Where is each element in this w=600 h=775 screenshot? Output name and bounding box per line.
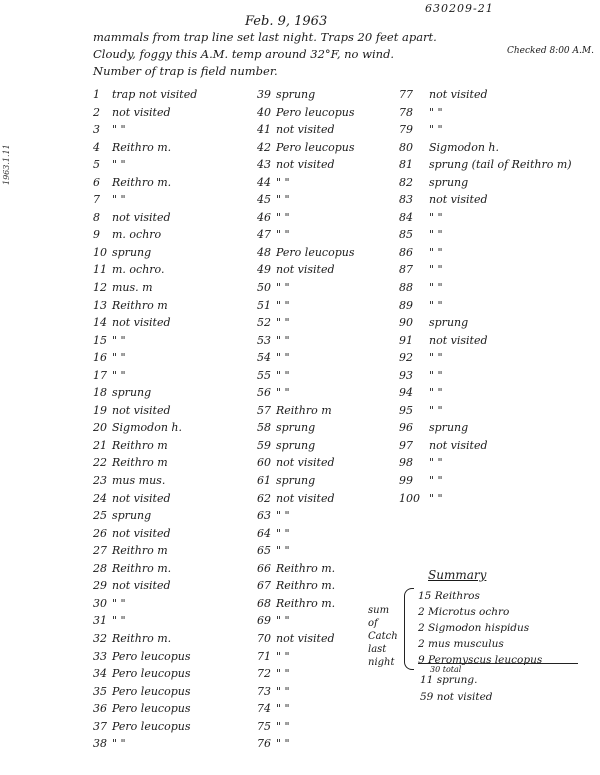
summary-divider — [418, 663, 578, 664]
catch-total: 30 total — [430, 665, 462, 674]
header-line-1: mammals from trap line set last night. Traps 20 feet apart. — [93, 30, 437, 44]
trap-number: 11 — [93, 263, 107, 277]
trap-result: " " — [429, 368, 443, 382]
trap-number: 56 — [257, 386, 271, 400]
trap-result: sprung — [112, 245, 152, 259]
trap-result: Reithro m. — [112, 631, 172, 645]
trap-result: " " — [276, 175, 290, 189]
trap-number: 49 — [257, 263, 271, 277]
trap-number: 15 — [93, 333, 107, 347]
trap-result: " " — [429, 491, 443, 505]
trap-number: 65 — [257, 544, 271, 558]
trap-result: sprung — [276, 421, 316, 435]
trap-result: " " — [276, 193, 290, 207]
trap-result: " " — [276, 702, 290, 716]
trap-number: 35 — [93, 684, 107, 698]
trap-number: 51 — [257, 298, 271, 312]
trap-number: 67 — [257, 579, 271, 593]
trap-result: m. ochro. — [112, 263, 165, 277]
trap-number: 55 — [257, 368, 271, 382]
trap-result: not visited — [276, 123, 335, 137]
trap-result: sprung — [276, 88, 316, 101]
trap-result: " " — [276, 333, 290, 347]
trap-number: 59 — [257, 438, 271, 452]
trap-number: 33 — [93, 649, 107, 663]
trap-number: 43 — [257, 158, 271, 172]
trap-number: 60 — [257, 456, 271, 470]
trap-number: 83 — [399, 193, 413, 207]
trap-result: not visited — [112, 210, 171, 224]
trap-number: 16 — [93, 351, 107, 365]
catch-summary-item: 15 Reithros — [418, 590, 480, 602]
trap-result: Sigmodon h. — [429, 140, 499, 154]
trap-result: " " — [276, 509, 290, 523]
trap-result: " " — [276, 737, 290, 751]
trap-result: sprung — [429, 421, 469, 435]
trap-result: " " — [276, 544, 290, 558]
trap-result: sprung — [429, 175, 469, 189]
trap-number: 86 — [399, 245, 413, 259]
sum-label-line: sum — [368, 605, 390, 616]
trap-result: Reithro m — [276, 403, 332, 417]
trap-result: Pero leucopus — [112, 719, 191, 733]
summary-title: Summary — [428, 568, 487, 582]
trap-number: 23 — [93, 474, 107, 488]
trap-number: 85 — [399, 228, 413, 242]
trap-result: Reithro m. — [112, 140, 172, 154]
trap-result: mus mus. — [112, 474, 166, 488]
trap-number: 27 — [93, 544, 107, 558]
trap-number: 84 — [399, 210, 413, 224]
trap-number: 1 — [93, 88, 100, 101]
catch-summary-item: 2 Sigmodon hispidus — [418, 622, 530, 634]
trap-number: 63 — [257, 509, 271, 523]
trap-number: 62 — [257, 491, 271, 505]
trap-result: " " — [276, 281, 290, 295]
trap-number: 77 — [399, 88, 413, 101]
trap-number: 29 — [93, 579, 107, 593]
trap-number: 14 — [93, 316, 107, 330]
trap-number: 26 — [93, 526, 107, 540]
trap-result: Reithro m. — [276, 561, 336, 575]
trap-result: " " — [429, 123, 443, 137]
trap-result: Pero leucopus — [112, 702, 191, 716]
trap-result: not visited — [276, 456, 335, 470]
trap-number: 72 — [257, 667, 271, 681]
catch-summary-item: 2 mus musculus — [418, 638, 504, 650]
sum-label-line: Catch — [368, 631, 398, 642]
trap-number: 10 — [93, 245, 107, 259]
trap-number: 91 — [399, 333, 413, 347]
trap-result: " " — [429, 105, 443, 119]
trap-number: 57 — [257, 403, 271, 417]
trap-result: Sigmodon h. — [112, 421, 182, 435]
trap-number: 22 — [93, 456, 107, 470]
header-line-3: Number of trap is field number. — [93, 64, 278, 78]
trap-number: 2 — [93, 105, 100, 119]
trap-number: 68 — [257, 596, 271, 610]
trap-result: Reithro m. — [112, 175, 172, 189]
trap-number: 17 — [93, 368, 107, 382]
trap-number: 24 — [93, 491, 107, 505]
trap-number: 96 — [399, 421, 413, 435]
trap-number: 79 — [399, 123, 413, 137]
trap-result: Pero leucopus — [112, 649, 191, 663]
trap-result: not visited — [429, 193, 488, 207]
trap-result: " " — [429, 386, 443, 400]
trap-number: 32 — [93, 631, 107, 645]
trap-result: Pero leucopus — [276, 105, 355, 119]
trap-result: " " — [429, 298, 443, 312]
trap-result: sprung — [276, 438, 316, 452]
trap-result: not visited — [276, 158, 335, 172]
trap-number: 54 — [257, 351, 271, 365]
trap-number: 34 — [93, 667, 107, 681]
trap-result: m. ochro — [112, 228, 162, 242]
trap-number: 19 — [93, 403, 107, 417]
entry-date: Feb. 9, 1963 — [245, 14, 328, 29]
trap-number: 71 — [257, 649, 271, 663]
trap-number: 18 — [93, 386, 107, 400]
trap-number: 78 — [399, 105, 413, 119]
trap-result: mus. m — [112, 281, 153, 295]
trap-result: " " — [276, 684, 290, 698]
trap-result: " " — [276, 614, 290, 628]
trap-result: " " — [276, 368, 290, 382]
trap-result: " " — [276, 649, 290, 663]
trap-result: " " — [112, 737, 126, 751]
trap-number: 25 — [93, 509, 107, 523]
trap-result: " " — [112, 123, 126, 137]
trap-number: 80 — [399, 140, 413, 154]
trap-result: " " — [112, 368, 126, 382]
trap-result: not visited — [112, 491, 171, 505]
trap-number: 28 — [93, 561, 107, 575]
trap-result: " " — [276, 386, 290, 400]
trap-result: " " — [112, 193, 126, 207]
trap-number: 64 — [257, 526, 271, 540]
trap-number: 3 — [93, 123, 100, 137]
sum-of-catch-label — [368, 604, 398, 669]
trap-number: 61 — [257, 474, 271, 488]
trap-number: 52 — [257, 316, 271, 330]
trap-result: Reithro m — [112, 456, 168, 470]
trap-result: " " — [276, 298, 290, 312]
trap-number: 40 — [257, 105, 271, 119]
trap-number: 73 — [257, 684, 271, 698]
trap-number: 6 — [93, 175, 100, 189]
trap-number: 76 — [257, 737, 271, 751]
trap-number: 69 — [257, 614, 271, 628]
trap-number: 30 — [93, 596, 107, 610]
trap-result: " " — [429, 210, 443, 224]
trap-result: " " — [112, 351, 126, 365]
side-annotation: 1963.1.11 — [2, 144, 11, 185]
summary-brace — [404, 588, 414, 670]
trap-number: 66 — [257, 561, 271, 575]
trap-result: not visited — [429, 333, 488, 347]
trap-number: 12 — [93, 281, 107, 295]
trap-result: Reithro m. — [276, 579, 336, 593]
trap-result: sprung — [276, 474, 316, 488]
trap-number: 21 — [93, 438, 107, 452]
trap-number: 37 — [93, 719, 107, 733]
trap-number: 90 — [399, 316, 413, 330]
trap-number: 74 — [257, 702, 271, 716]
trap-number: 31 — [93, 614, 107, 628]
trap-number: 42 — [257, 140, 271, 154]
trap-result: " " — [429, 263, 443, 277]
catch-summary-item: 2 Microtus ochro — [418, 606, 510, 618]
trap-number: 92 — [399, 351, 413, 365]
trap-result: " " — [429, 228, 443, 242]
trap-result: Reithro m. — [112, 561, 172, 575]
trap-number: 98 — [399, 456, 413, 470]
trap-number: 97 — [399, 438, 413, 452]
trap-result: Reithro m — [112, 298, 168, 312]
trap-number: 7 — [93, 193, 100, 207]
trap-result: Pero leucopus — [276, 245, 355, 259]
trap-number: 5 — [93, 158, 100, 172]
trap-result: not visited — [276, 491, 335, 505]
trap-result: " " — [276, 228, 290, 242]
trap-result: not visited — [112, 316, 171, 330]
trap-result: not visited — [112, 105, 171, 119]
trap-result: " " — [429, 474, 443, 488]
trap-result: " " — [276, 719, 290, 733]
trap-result: " " — [429, 245, 443, 259]
not-visited-count: 59 not visited — [420, 691, 493, 703]
trap-number: 70 — [257, 631, 271, 645]
trap-result: not visited — [112, 526, 171, 540]
checked-time: Checked 8:00 A.M. — [507, 46, 594, 56]
trap-result: Reithro m — [112, 438, 168, 452]
trap-number: 87 — [399, 263, 413, 277]
trap-number: 41 — [257, 123, 271, 137]
trap-number: 38 — [93, 737, 107, 751]
trap-result: Pero leucopus — [112, 684, 191, 698]
trap-result: Pero leucopus — [112, 667, 191, 681]
trap-result: sprung — [429, 316, 469, 330]
trap-number: 9 — [93, 228, 100, 242]
header-line-2: Cloudy, foggy this A.M. temp around 32°F, no wind. — [93, 47, 395, 61]
sum-label-line: night — [368, 657, 395, 668]
trap-number: 8 — [93, 210, 100, 224]
trap-number: 94 — [399, 386, 413, 400]
trap-number: 89 — [399, 298, 413, 312]
trap-result: not visited — [429, 438, 488, 452]
trap-result: " " — [276, 210, 290, 224]
catch-summary-item: 9 Peromyscus leucopus — [418, 654, 543, 666]
trap-number: 88 — [399, 281, 413, 295]
trap-number: 58 — [257, 421, 271, 435]
trap-result: not visited — [429, 88, 488, 101]
trap-result: " " — [112, 614, 126, 628]
sprung-count: 11 sprung. — [420, 674, 478, 686]
trap-number: 39 — [257, 88, 271, 101]
trap-result: " " — [429, 281, 443, 295]
trap-number: 47 — [257, 228, 271, 242]
trap-number: 100 — [399, 491, 420, 505]
trap-result: " " — [276, 526, 290, 540]
trap-number: 75 — [257, 719, 271, 733]
trap-number: 36 — [93, 702, 107, 716]
trap-result: sprung — [112, 386, 152, 400]
trap-result: " " — [112, 596, 126, 610]
sum-label-line: last — [368, 644, 387, 655]
trap-number: 95 — [399, 403, 413, 417]
trap-number: 99 — [399, 474, 413, 488]
catch-summary-list — [418, 590, 542, 670]
trap-result: " " — [276, 351, 290, 365]
trap-result: " " — [276, 667, 290, 681]
trap-result: " " — [429, 351, 443, 365]
trap-result: not visited — [276, 263, 335, 277]
trap-result: not visited — [112, 403, 171, 417]
trap-number: 48 — [257, 245, 271, 259]
trap-result: sprung — [112, 509, 152, 523]
trap-result: not visited — [276, 631, 335, 645]
document-id: 630209-21 — [425, 2, 494, 15]
trap-result: Pero leucopus — [276, 140, 355, 154]
trap-number: 45 — [257, 193, 271, 207]
trap-number: 44 — [257, 175, 271, 189]
trap-number: 93 — [399, 368, 413, 382]
trap-result: " " — [429, 456, 443, 470]
trap-result: Reithro m — [112, 544, 168, 558]
trap-number: 81 — [399, 158, 413, 172]
trap-number: 46 — [257, 210, 271, 224]
trap-number: 13 — [93, 298, 107, 312]
trap-number: 53 — [257, 333, 271, 347]
trap-result: trap not visited — [112, 88, 198, 101]
trap-number: 4 — [93, 140, 100, 154]
trap-result: " " — [276, 316, 290, 330]
trap-number: 50 — [257, 281, 271, 295]
trap-result: not visited — [112, 579, 171, 593]
trap-result: Reithro m. — [276, 596, 336, 610]
sum-label-line: of — [368, 618, 378, 629]
other-trap-summary — [420, 674, 493, 708]
trap-result: " " — [429, 403, 443, 417]
trap-result: sprung (tail of Reithro m) — [429, 158, 572, 172]
trap-number: 82 — [399, 175, 413, 189]
trap-number: 20 — [93, 421, 107, 435]
trap-result: " " — [112, 158, 126, 172]
trap-result: " " — [112, 333, 126, 347]
